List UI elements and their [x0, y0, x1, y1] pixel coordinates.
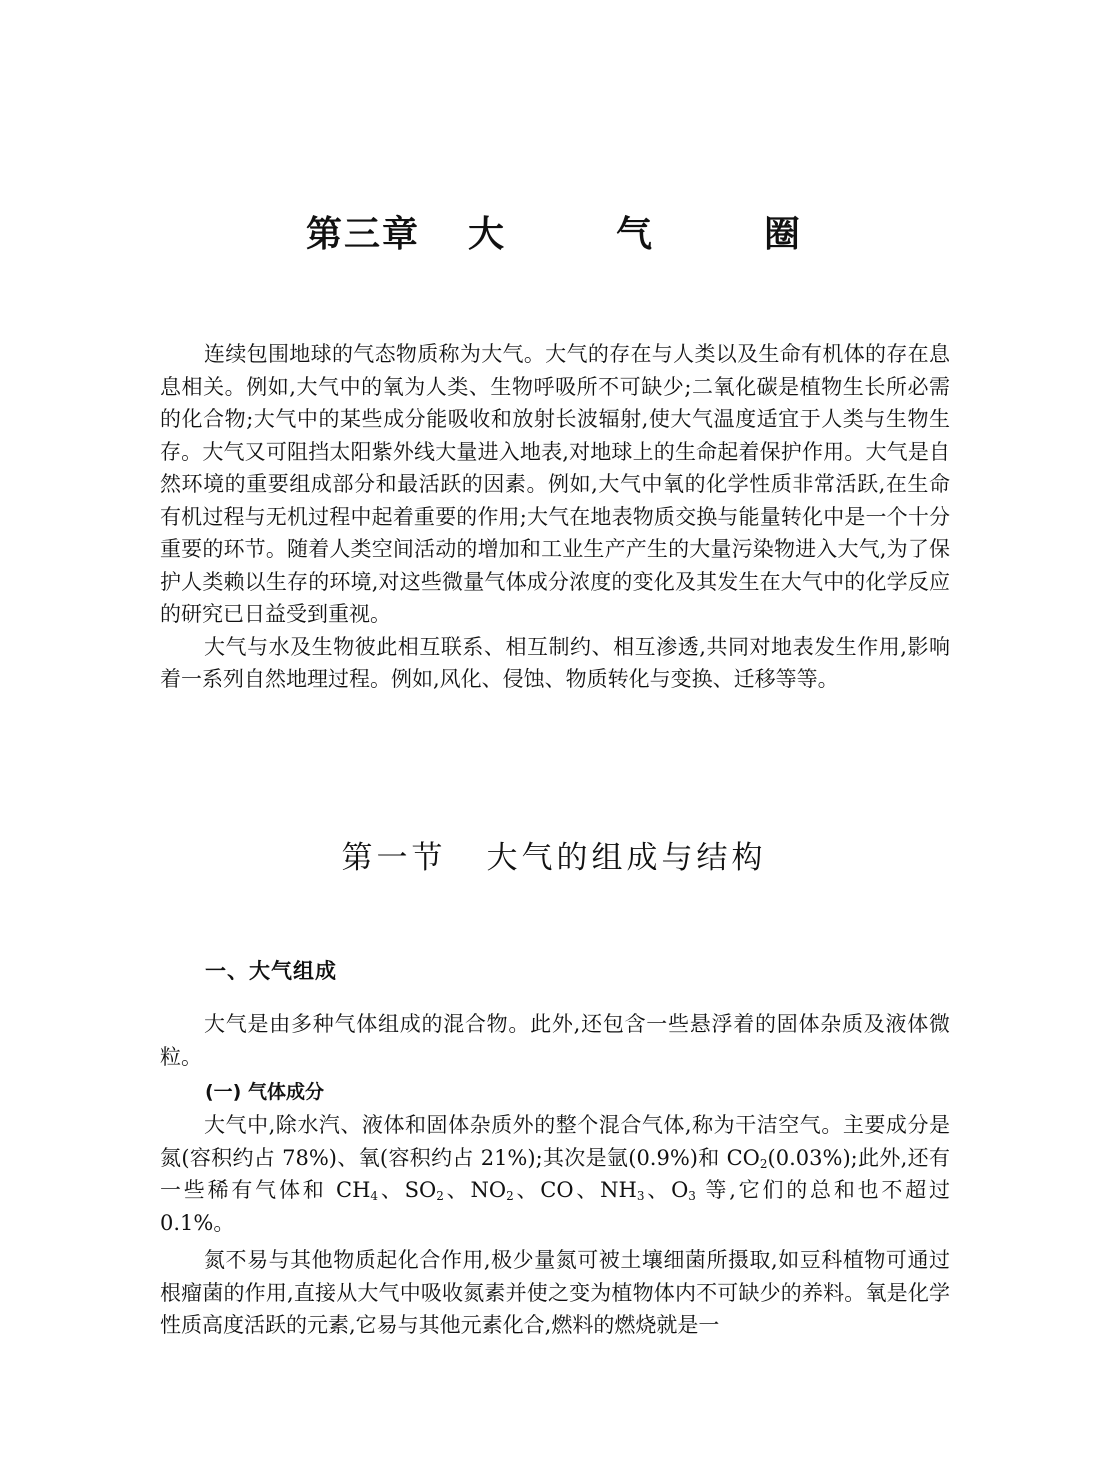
gas-components-paragraph-1: 大气中,除水汽、液体和固体杂质外的整个混合气体,称为干洁空气。主要成分是氮(容积约占 78%)、氧(容积约占 21%);其次是氩(0.9%)和 $CO_2(0.03\%)$;此外,还有一些稀有气体和 $CH_4$、$SO_2$、$NO_2$、CO、$NH_3$、$O_3$ 等,它们的总和也不超过 0.1%。	[160, 1113, 950, 1235]
gas-components-text	[160, 1109, 950, 1342]
chapter-title-char: 圈	[764, 213, 803, 255]
subsection-heading: 一、大气组成	[205, 959, 337, 983]
intro-paragraph-2: 大气与水及生物彼此相互联系、相互制约、相互渗透,共同对地表发生作用,影响着一系列自然地理过程。例如,风化、侵蚀、物质转化与变换、迁移等等。	[160, 634, 950, 691]
subsection-paragraph-1: 大气是由多种气体组成的混合物。此外,还包含一些悬浮着的固体杂质及液体微粒。	[160, 1012, 950, 1069]
subsection-text	[160, 1008, 950, 1073]
gas-components-paragraph-2: 氮不易与其他物质起化合作用,极少量氮可被土壤细菌所摄取,如豆科植物可通过根瘤菌的作用,直接从大气中吸收氮素并使之变为植物体内不可缺少的养料。氧是化学性质高度活跃的元素,它易与其他元素化合,燃料的燃烧就是一	[160, 1248, 950, 1337]
intro-text	[160, 338, 950, 696]
section-title	[0, 833, 1108, 883]
sub-subsection-heading: (一) 气体成分	[205, 1081, 324, 1103]
chapter-title-char: 气	[616, 213, 655, 255]
intro-paragraph-1: 连续包围地球的气态物质称为大气。大气的存在与人类以及生命有机体的存在息息相关。例如,大气中的氧为人类、生物呼吸所不可缺少;二氧化碳是植物生长所必需的化合物;大气中的某些成分能吸收和放射长波辐射,使大气温度适宜于人类与生物生存。大气又可阻挡太阳紫外线大量进入地表,对地球上的生命起着保护作用。大气是自然环境的重要组成部分和最活跃的因素。例如,大气中氧的化学性质非常活跃,在生命有机过程与无机过程中起着重要的作用;大气在地表物质交换与能量转化中是一个十分重要的环节。随着人类空间活动的增加和工业生产产生的大量污染物进入大气,为了保护人类赖以生存的环境,对这些微量气体成分浓度的变化及其发生在大气中的化学反应的研究已日益受到重视。	[160, 342, 950, 626]
section-number: 第一节	[341, 840, 447, 876]
chapter-title	[0, 206, 1108, 262]
chapter-title-char: 大	[467, 213, 506, 255]
chapter-number: 第三章	[305, 213, 420, 255]
section-name: 大气的组成与结构	[486, 840, 767, 876]
